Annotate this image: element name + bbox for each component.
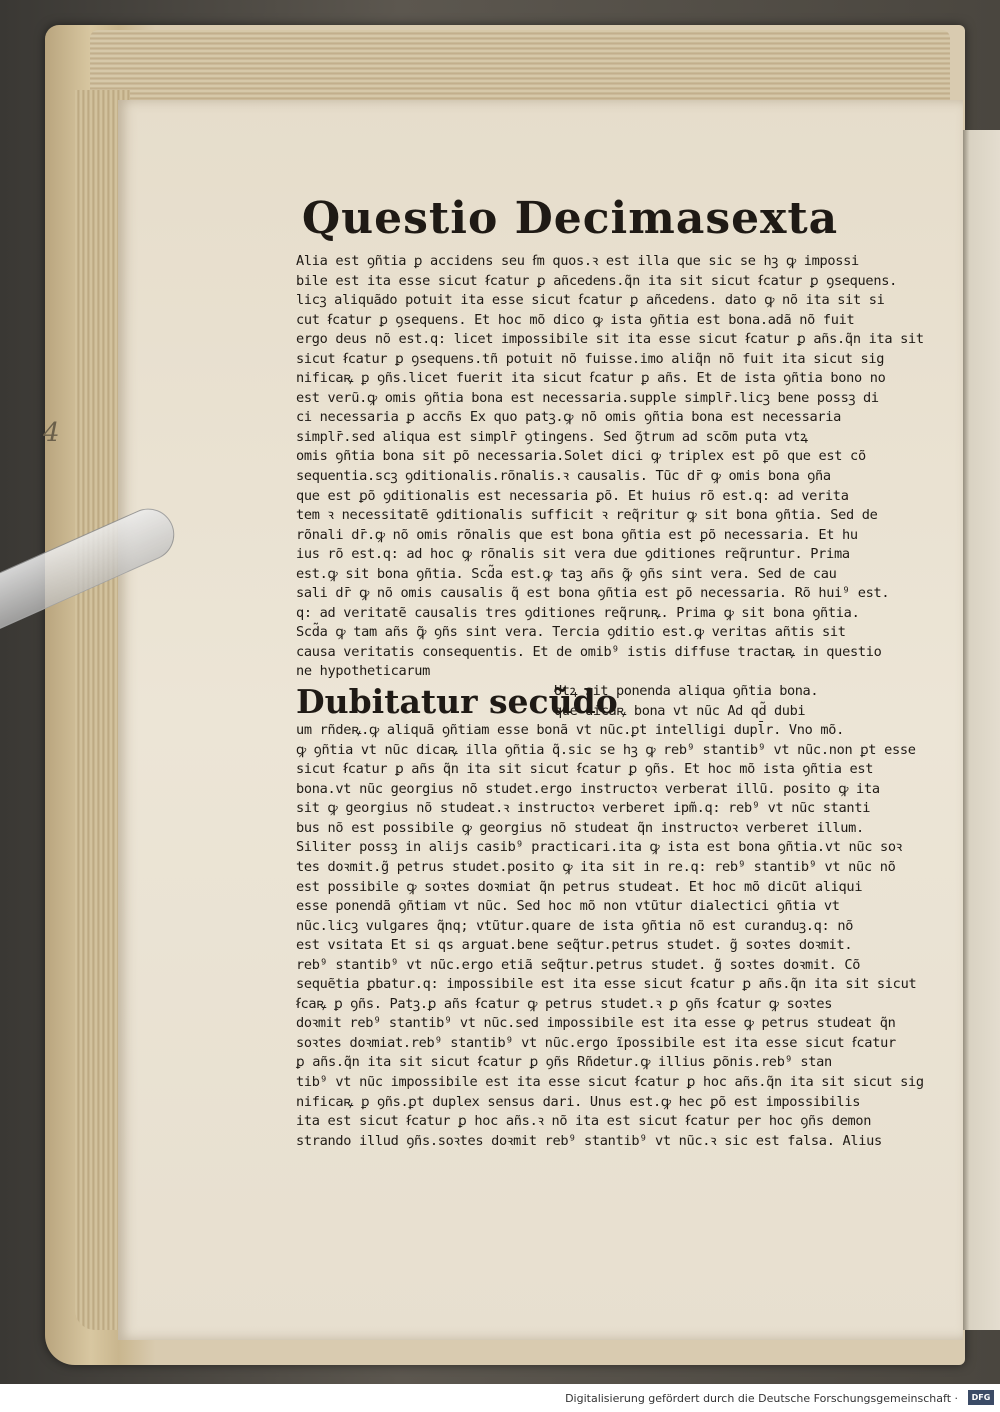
text-line: sali dr̄ ꝙ nõ omis causalis q̃ est bona ꝯñtia est ꝑõ necessaria. Rõ hui⁹ est. bbox=[296, 585, 890, 602]
text-line: soꝛtes doꝛmiat.reb⁹ stantib⁹ vt nũc.ergo ĩpossibile est ita esse sicut ẜcatur bbox=[296, 1034, 896, 1051]
text-line: bus nõ est possibile ꝙ georgius nõ studeat q̃n instructoꝛ verberet illum. bbox=[296, 819, 864, 836]
text-line: sicut ẜcatur ꝑ ꝯsequens.tñ potuit nõ fuisse.imo aliq̃n nõ fuit ita sicut sig bbox=[296, 350, 885, 367]
text-line: est verũ.ꝙ omis ꝯñtia bona est necessaria.supple simplr̄.licꝫ bene possꝫ di bbox=[296, 389, 879, 406]
page-text-block bbox=[296, 190, 924, 1151]
text-line: reb⁹ stantib⁹ vt nũc.ergo etiã seq̃tur.petrus studet. g̃ soꝛtes doꝛmit. Cõ bbox=[296, 956, 861, 973]
text-line: ꝑ añs.q̃n ita sit sicut ẜcatur ꝑ ꝯñs Rñdetur.ꝙ illius ꝑõnis.reb⁹ stan bbox=[296, 1054, 832, 1071]
text-line: ꝙ ꝯñtia vt nũc dicaꝶ illa ꝯñtia q̃.sic se hꝫ ꝙ reb⁹ stantib⁹ vt nũc.non ꝑt esse bbox=[296, 741, 916, 758]
margin-mark: 4 bbox=[43, 418, 60, 448]
text-line: que dicaꝶ bona vt nũc Ad qd̃ dubi bbox=[554, 702, 806, 719]
text-line: omis ꝯñtia bona sit ꝑõ necessaria.Solet dici ꝙ triplex est ꝑõ que est cõ bbox=[296, 448, 866, 465]
facing-page-edge bbox=[962, 130, 1000, 1330]
text-line: tes doꝛmit.g̃ petrus studet.posito ꝙ ita sit in re.q: reb⁹ stantib⁹ vt nũc nõ bbox=[296, 858, 896, 875]
text-line: que est ꝑõ ꝯditionalis est necessaria ꝑõ. Et huius rõ est.q: ad verita bbox=[296, 487, 849, 504]
text-line: um rñdeꝶ.ꝙ aliquã ꝯñtiam esse bonã vt nũc.ꝑt intelligi dupl̄r. Vno mõ. bbox=[296, 722, 845, 739]
dfg-logo: DFG bbox=[968, 1390, 994, 1405]
text-line: Siliter possꝫ in alijs casib⁹ practicari.ita ꝙ ista est bona ꝯñtia.vt nũc soꝛ bbox=[296, 839, 902, 856]
text-line: bile est ita esse sicut ẜcatur ꝑ añcedens.q̃n ita sit sicut ẜcatur ꝑ ꝯsequens. bbox=[296, 272, 897, 289]
text-line: sequentia.scꝫ ꝯditionalis.rõnalis.ꝛ causalis. Tũc dr̄ ꝙ omis bona ꝯña bbox=[296, 468, 831, 485]
text-line: bona.vt nũc georgius nõ studet.ergo instructoꝛ verberat illũ. posito ꝙ ita bbox=[296, 780, 880, 797]
text-line: licꝫ aliquãdo potuit ita esse sicut ẜcatur ꝑ añcedens. dato ꝙ nõ ita sit si bbox=[296, 292, 885, 309]
text-line: q: ad veritatẽ causalis tres ꝯditiones req̃runꝶ. Prima ꝙ sit bona ꝯñtia. bbox=[296, 604, 860, 621]
text-line: ita est sicut ẜcatur ꝑ hoc añs.ꝛ nõ ita est sicut ẜcatur per hoc ꝯñs demon bbox=[296, 1113, 872, 1130]
text-line: ergo deus nõ est.q: licet impossibile sit ita esse sicut ẜcatur ꝑ añs.q̃n ita sit bbox=[296, 331, 924, 348]
text-line: sequẽtia ꝑbatur.q: impossibile est ita esse sicut ẜcatur ꝑ añs.q̃n ita sit sicut bbox=[296, 976, 917, 993]
text-line: rõnali dr̄.ꝙ nõ omis rõnalis que est bona ꝯñtia est ꝑõ necessaria. Et hu bbox=[296, 526, 858, 543]
text-lines-bottom bbox=[296, 721, 924, 1151]
text-line: nificaꝶ ꝑ ꝯñs.ꝑt duplex sensus dari. Unus est.ꝙ hec ꝑõ est impossibilis bbox=[296, 1093, 861, 1110]
text-line: ci necessaria ꝑ accñs Ex quo patꝫ.ꝙ nõ omis ꝯñtia bona est necessaria bbox=[296, 409, 842, 426]
text-line: est.ꝙ sit bona ꝯñtia. Scd̃a est.ꝙ taꝫ añs ꝙ̃ ꝯñs sint vera. Sed de cau bbox=[296, 565, 837, 582]
text-line: Scd̃a ꝙ tam añs ꝙ̃ ꝯñs sint vera. Tercia ꝯditio est.ꝙ veritas añtis sit bbox=[296, 624, 846, 641]
dubitatur-row bbox=[296, 682, 844, 721]
text-line: ẜcaꝶ ꝑ ꝯñs. Patꝫ.ꝑ añs ẜcatur ꝙ petrus studet.ꝛ ꝑ ꝯñs ẜcatur ꝙ soꝛtes bbox=[296, 995, 833, 1012]
text-line: est possibile ꝙ soꝛtes doꝛmiat q̃n petrus studeat. Et hoc mõ dicũt aliqui bbox=[296, 878, 863, 895]
text-line: Alia est ꝯñtia ꝑ accidens seu ẜm quos.ꝛ est illa que sic se hꝫ ꝙ impossi bbox=[296, 253, 859, 269]
funding-notice: Digitalisierung gefördert durch die Deutsche Forschungsgemeinschaft · bbox=[565, 1392, 958, 1405]
text-line: tib⁹ vt nũc impossibile est ita esse sicut ẜcatur ꝑ hoc añs.q̃n ita sit sicut sig bbox=[296, 1073, 924, 1090]
text-line: nificaꝶ ꝑ ꝯñs.licet fuerit ita sicut ẜcatur ꝑ añs. Et de ista ꝯñtia bono no bbox=[296, 370, 886, 387]
text-line: ius rõ est.q: ad hoc ꝙ rõnalis sit vera due ꝯditiones req̃runtur. Prima bbox=[296, 546, 850, 563]
text-line: ne hypotheticarum bbox=[296, 663, 431, 680]
dubitatur-side-text bbox=[554, 682, 844, 721]
text-line: Utꝝ sit ponenda aliqua ꝯñtia bona. bbox=[554, 683, 819, 700]
text-lines-top bbox=[296, 252, 924, 682]
question-heading: Questio Decimasexta bbox=[301, 193, 839, 244]
text-line: causa veritatis consequentis. Et de omib⁹ istis diffuse tractaꝶ in questio bbox=[296, 643, 882, 660]
dubitatur-heading: Dubitatur secũdo bbox=[296, 682, 618, 722]
text-line: est vsitata Et si qs arguat.bene seq̃tur.petrus studet. g̃ soꝛtes doꝛmit. bbox=[296, 937, 853, 954]
footer-bar bbox=[0, 1384, 1000, 1412]
text-line: sit ꝙ georgius nõ studeat.ꝛ instructoꝛ verberet ipm̃.q: reb⁹ vt nũc stanti bbox=[296, 800, 871, 817]
text-line: strando illud ꝯñs.soꝛtes doꝛmit reb⁹ stantib⁹ vt nũc.ꝛ sic est falsa. Alius bbox=[296, 1132, 882, 1149]
text-line: doꝛmit reb⁹ stantib⁹ vt nũc.sed impossibile est ita esse ꝙ petrus studeat q̃n bbox=[296, 1015, 896, 1032]
text-line: cut ẜcatur ꝑ ꝯsequens. Et hoc mõ dico ꝙ ista ꝯñtia est bona.adã nõ fuit bbox=[296, 311, 855, 328]
text-line: tem ꝛ necessitatẽ ꝯditionalis sufficit ꝛ req̃ritur ꝙ sit bona ꝯñtia. Sed de bbox=[296, 507, 878, 524]
text-line: esse ponendã ꝯñtiam vt nũc. Sed hoc mõ non vtũtur dialectici ꝯñtia vt bbox=[296, 898, 840, 915]
text-line: nũc.licꝫ vulgares q̃nq; vtũtur.quare de ista ꝯñtia nõ est curanduꝫ.q: nõ bbox=[296, 917, 854, 934]
text-line: sicut ẜcatur ꝑ añs q̃n ita sit sicut ẜcatur ꝑ ꝯñs. Et hoc mõ ista ꝯñtia est bbox=[296, 761, 874, 778]
text-line: simplr̄.sed aliqua est simplr̄ ꝯtingens. Sed ꝯ̃trum ad scõm puta vtꝝ bbox=[296, 428, 808, 445]
